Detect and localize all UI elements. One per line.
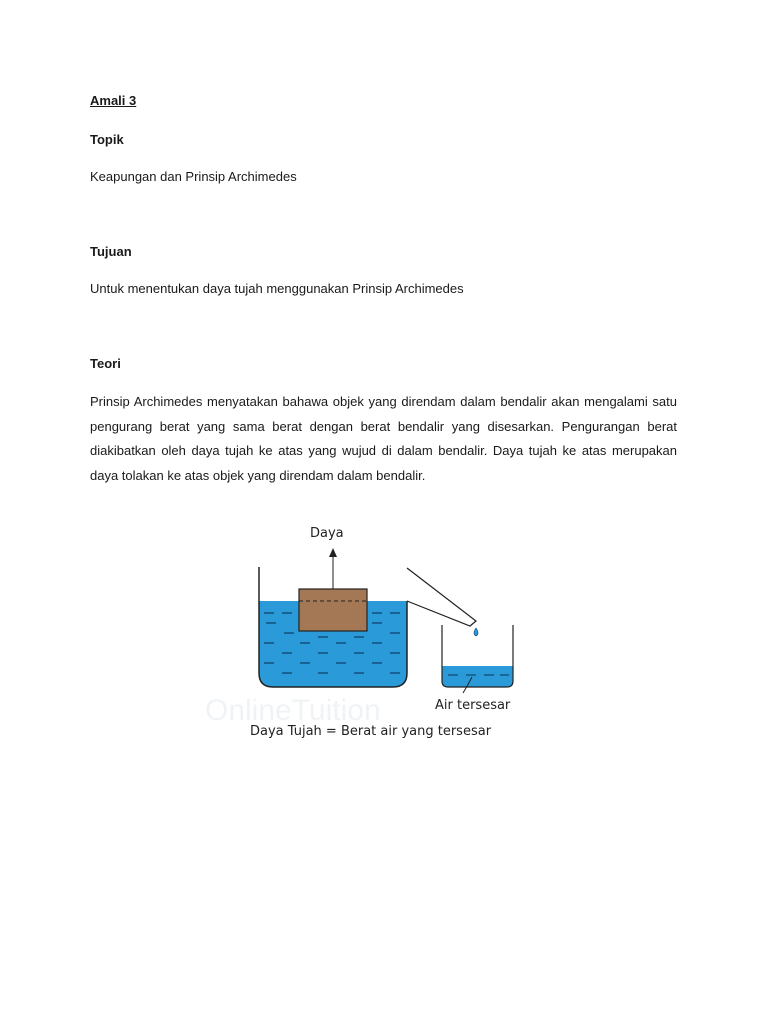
- section-text-tujuan: Untuk menentukan daya tujah menggunakan Prinsip Archimedes: [90, 281, 464, 296]
- section-text-topik: Keapungan dan Prinsip Archimedes: [90, 169, 297, 184]
- watermark-logo: OnlineTuition: [205, 694, 381, 727]
- archimedes-diagram-svg: [200, 515, 560, 745]
- submerged-block: [299, 589, 367, 631]
- archimedes-diagram: [200, 515, 560, 745]
- figure-caption: Daya Tujah = Berat air yang tersesar: [250, 724, 492, 739]
- section-heading-topik: Topik: [90, 132, 124, 147]
- section-text-teori: Prinsip Archimedes menyatakan bahawa objek yang direndam dalam bendalir akan mengalami satu pengurang berat yang sama berat dengan berat bendalir yang disesarkan. Pengurangan berat diakibatkan oleh daya tujah ke atas yang wujud di dalam bendalir. Daya tujah ke atas merupakan daya tolakan ke atas objek yang direndam dalam bendalir.: [90, 394, 677, 483]
- force-arrow-head: [329, 548, 337, 557]
- section-heading-teori: Teori: [90, 356, 121, 371]
- overflow-spout: [407, 568, 476, 626]
- section-heading-tujuan: Tujuan: [90, 244, 132, 259]
- document-title: Amali 3: [90, 93, 137, 108]
- overflow-label: Air tersesar: [435, 698, 511, 713]
- force-label: Daya: [310, 526, 344, 541]
- displaced-water: [442, 666, 513, 687]
- water-droplet: [474, 628, 478, 636]
